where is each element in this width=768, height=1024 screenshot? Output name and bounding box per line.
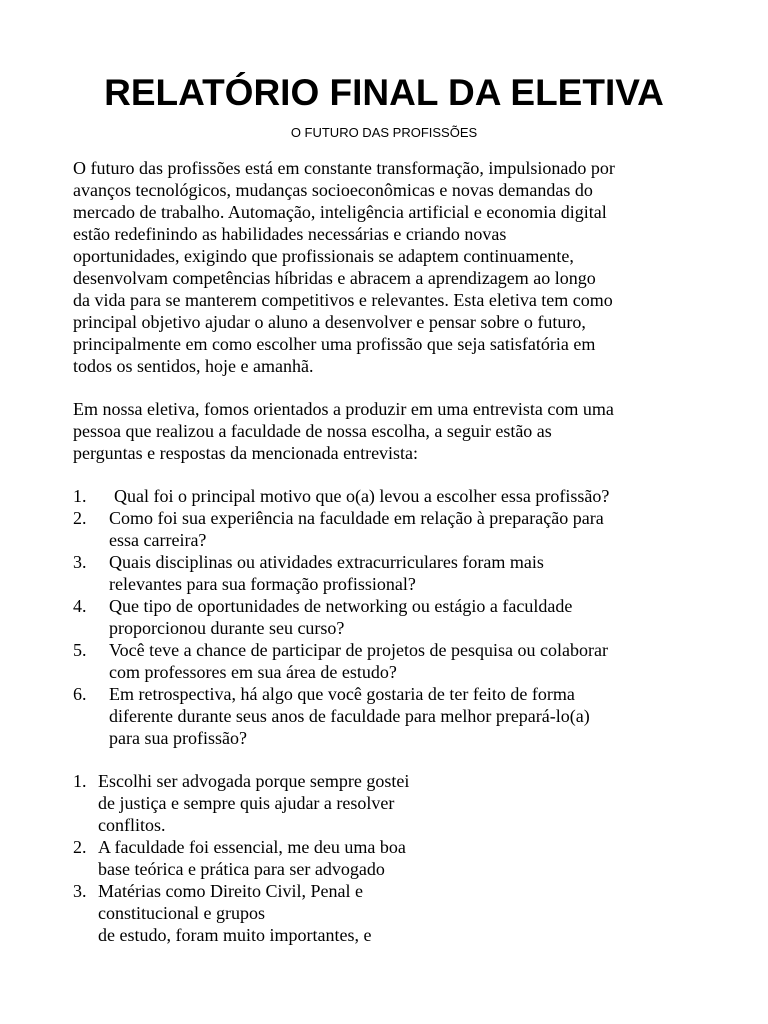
question-line: Qual foi o principal motivo que o(a) levou a escolher essa profissão? — [114, 486, 610, 506]
question-number: 2. — [73, 508, 87, 528]
answer-number: 1. — [73, 771, 87, 791]
answer-number: 2. — [73, 837, 87, 857]
question-line: diferente durante seus anos de faculdade para melhor prepará-lo(a) — [109, 706, 590, 726]
intro-line: desenvolvam competências híbridas e abracem a aprendizagem ao longo — [73, 268, 596, 288]
answer-line: conflitos. — [98, 815, 166, 835]
question-line: Em retrospectiva, há algo que você gostaria de ter feito de forma — [109, 684, 575, 704]
intro-line: da vida para se manterem competitivos e relevantes. Esta eletiva tem como — [73, 290, 613, 310]
question-line: essa carreira? — [109, 530, 207, 550]
question-item — [73, 485, 723, 507]
document-title: RELATÓRIO FINAL DA ELETIVA — [104, 72, 664, 113]
question-item — [73, 551, 723, 595]
context-line: pessoa que realizou a faculdade de nossa escolha, a seguir estão as — [73, 421, 552, 441]
question-item — [73, 683, 723, 749]
intro-line: O futuro das profissões está em constante transformação, impulsionado por — [73, 158, 615, 178]
document-subtitle: O FUTURO DAS PROFISSÕES — [290, 125, 478, 140]
answer-item — [73, 770, 493, 836]
answer-line: A faculdade foi essencial, me deu uma boa — [98, 837, 406, 857]
question-line: Você teve a chance de participar de projetos de pesquisa ou colaborar — [109, 640, 608, 660]
answer-item — [73, 880, 493, 946]
intro-line: avanços tecnológicos, mudanças socioeconômicas e novas demandas do — [73, 180, 593, 200]
answer-line: Escolhi ser advogada porque sempre gostei — [98, 771, 410, 791]
intro-line: principal objetivo ajudar o aluno a desenvolver e pensar sobre o futuro, — [73, 312, 586, 332]
answer-item — [73, 836, 493, 880]
question-number: 4. — [73, 596, 87, 616]
question-line: proporcionou durante seu curso? — [109, 618, 345, 638]
question-line: com professores em sua área de estudo? — [109, 662, 397, 682]
question-item — [73, 507, 723, 551]
intro-line: principalmente em como escolher uma profissão que seja satisfatória em — [73, 334, 596, 354]
question-line: Quais disciplinas ou atividades extracurriculares foram mais — [109, 552, 544, 572]
answer-line: de justiça e sempre quis ajudar a resolver — [98, 793, 395, 813]
question-line: para sua profissão? — [109, 728, 247, 748]
question-number: 3. — [73, 552, 87, 572]
answer-line: Matérias como Direito Civil, Penal e — [98, 881, 363, 901]
question-line: Como foi sua experiência na faculdade em relação à preparação para — [109, 508, 604, 528]
question-number: 6. — [73, 684, 87, 704]
question-line: Que tipo de oportunidades de networking ou estágio a faculdade — [109, 596, 573, 616]
answer-line: de estudo, foram muito importantes, e — [98, 925, 372, 945]
context-paragraph — [73, 398, 723, 464]
answer-number: 3. — [73, 881, 87, 901]
question-number: 1. — [73, 486, 87, 506]
question-line: relevantes para sua formação profissional? — [109, 574, 416, 594]
question-item — [73, 595, 723, 639]
intro-paragraph — [73, 157, 723, 377]
intro-line: mercado de trabalho. Automação, inteligência artificial e economia digital — [73, 202, 607, 222]
questions-list — [73, 485, 723, 749]
question-item — [73, 639, 723, 683]
question-number: 5. — [73, 640, 87, 660]
context-line: Em nossa eletiva, fomos orientados a produzir em uma entrevista com uma — [73, 399, 614, 419]
answers-list — [73, 770, 493, 946]
answer-line: constitucional e grupos — [98, 903, 265, 923]
answer-line: base teórica e prática para ser advogado — [98, 859, 385, 879]
intro-line: todos os sentidos, hoje e amanhã. — [73, 356, 314, 376]
context-line: perguntas e respostas da mencionada entrevista: — [73, 443, 419, 463]
intro-line: oportunidades, exigindo que profissionais se adaptem continuamente, — [73, 246, 574, 266]
intro-line: estão redefinindo as habilidades necessárias e criando novas — [73, 224, 507, 244]
